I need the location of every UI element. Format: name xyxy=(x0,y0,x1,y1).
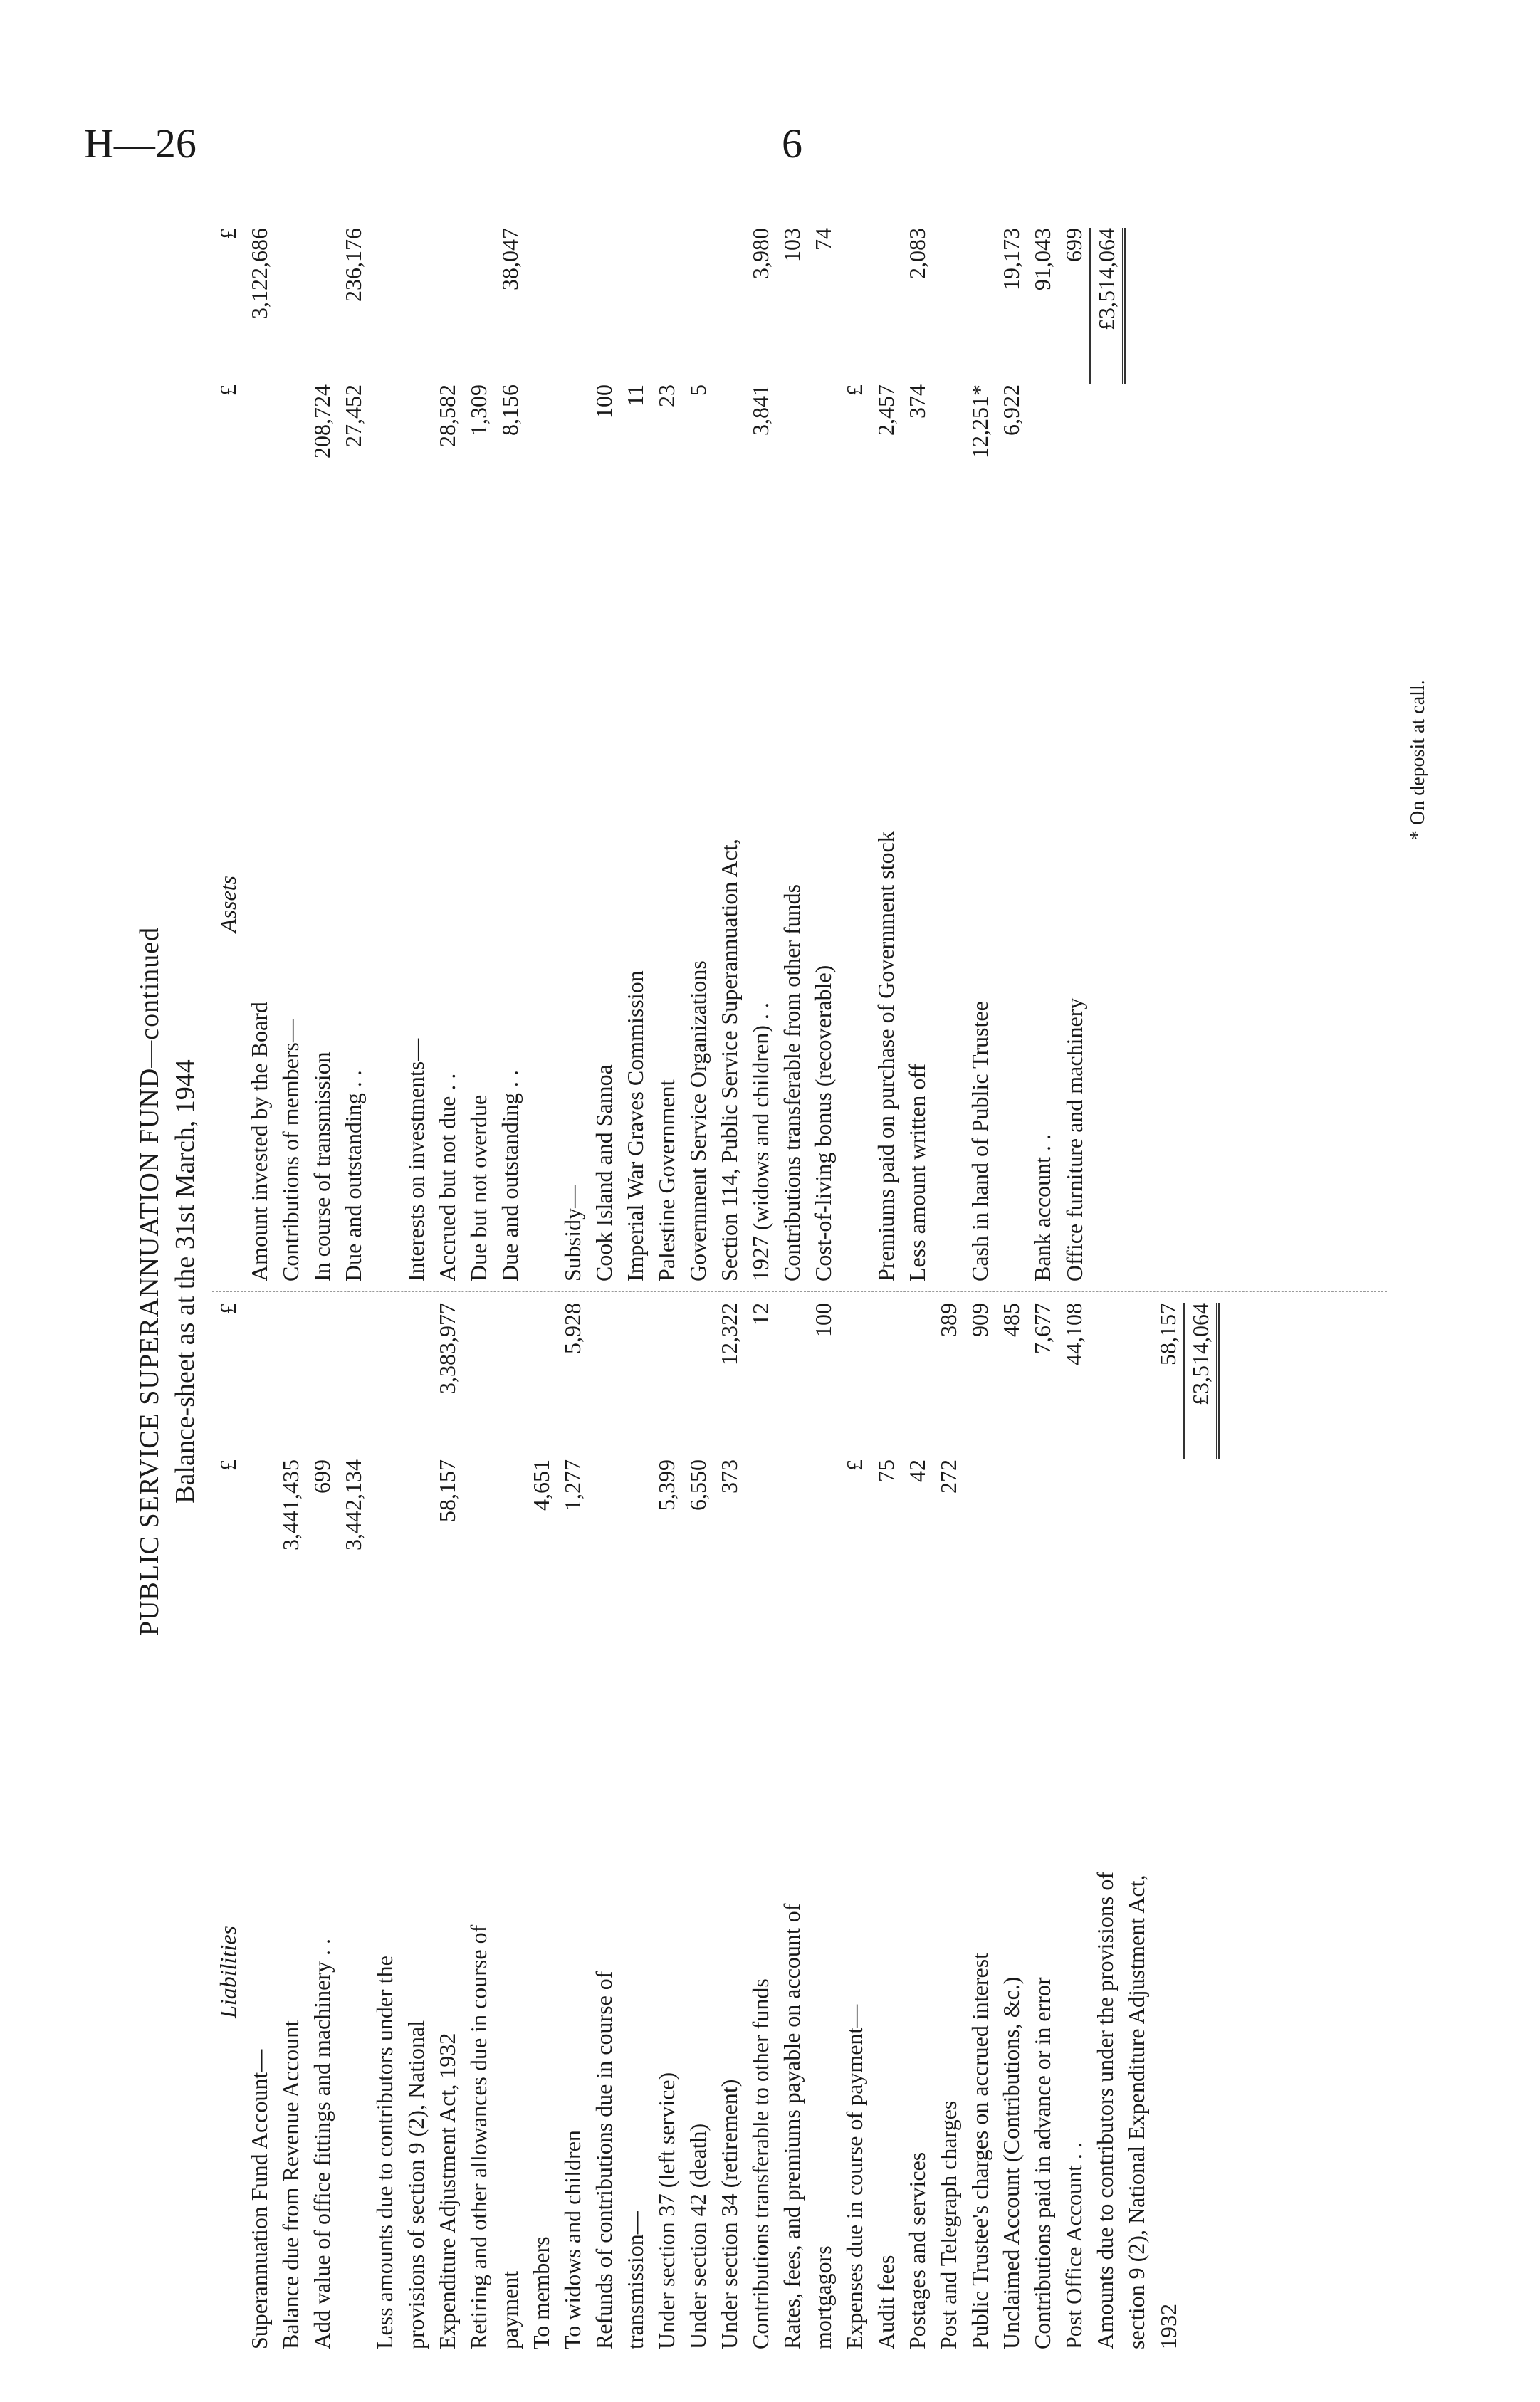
page-reference: H—26 xyxy=(84,120,197,167)
liability-row xyxy=(619,1303,651,2349)
asset-row xyxy=(275,228,306,1281)
asset-outer-amount xyxy=(682,228,713,384)
asset-outer-amount: 38,047 xyxy=(497,228,523,290)
asset-label: Premiums paid on purchase of Government stock xyxy=(873,831,899,1281)
asset-outer-amount xyxy=(619,228,651,384)
liability-outer-amount xyxy=(588,1303,619,1459)
asset-outer-amount xyxy=(400,228,431,384)
asset-outer-amount xyxy=(839,228,870,384)
asset-label: Accrued but not due . . xyxy=(434,1073,460,1281)
asset-inner-amount: 28,582 xyxy=(434,384,460,447)
liability-label: Post and Telegraph charges xyxy=(936,2100,961,2349)
pound-sign: £ xyxy=(215,228,241,239)
asset-label: Amount invested by the Board xyxy=(246,1002,272,1281)
spacer xyxy=(1090,384,1124,527)
liability-label: Post Office Account . . xyxy=(1061,2142,1086,2349)
liability-outer-amount xyxy=(682,1303,713,1459)
asset-label: Contributions transferable from other funds xyxy=(779,883,805,1281)
asset-outer-amount: 236,176 xyxy=(340,228,366,302)
liability-label: mortgagors xyxy=(810,2245,836,2349)
asset-inner-amount: 23 xyxy=(654,384,679,407)
liability-inner-amount: 373 xyxy=(716,1459,742,1494)
asset-label: 1927 (widows and children) . . xyxy=(748,1002,773,1281)
liability-label: Public Trustee's charges on accrued interest xyxy=(967,1952,992,2349)
column-divider xyxy=(212,1291,1387,1292)
asset-label: Contributions of members— xyxy=(278,1019,303,1281)
liability-outer-amount xyxy=(463,1303,494,1459)
asset-outer-amount xyxy=(713,228,745,384)
asset-label: Office furniture and machinery xyxy=(1062,997,1087,1281)
liability-label: Amounts due to contributors under the provisions of xyxy=(1092,1871,1118,2349)
liability-inner-amount: 42 xyxy=(904,1459,930,1482)
asset-row xyxy=(807,228,839,1281)
liability-inner-amount: 272 xyxy=(936,1459,961,1494)
asset-label xyxy=(525,527,557,1281)
liability-outer-amount: 7,677 xyxy=(1030,1303,1055,1354)
liability-total-row xyxy=(1184,1303,1218,2349)
asset-total-row xyxy=(1090,228,1124,1281)
liability-label: Add value of office fittings and machinery . . xyxy=(309,1938,335,2349)
liability-outer-amount: 100 xyxy=(810,1303,836,1337)
liability-row xyxy=(651,1303,682,2349)
liability-outer-amount: 44,108 xyxy=(1061,1303,1086,1365)
asset-row xyxy=(1058,228,1090,1281)
page-number: 6 xyxy=(782,120,802,167)
liability-outer-amount: 3,383,977 xyxy=(434,1303,460,1394)
asset-row xyxy=(870,228,901,1281)
asset-label: Less amount written off xyxy=(904,1063,930,1281)
asset-label: Cost-of-living bonus (recoverable) xyxy=(810,965,836,1281)
asset-row xyxy=(557,228,588,1281)
asset-inner-amount xyxy=(369,384,400,527)
liability-label: Audit fees xyxy=(873,2255,899,2349)
asset-outer-amount xyxy=(557,228,588,384)
liability-outer-amount xyxy=(337,1303,369,1459)
asset-outer-amount: 3,122,686 xyxy=(246,228,272,319)
asset-row xyxy=(369,228,400,1281)
asset-label: Interests on investments— xyxy=(403,1038,429,1281)
spacer xyxy=(1090,527,1124,1281)
pound-sign: £ xyxy=(215,1459,241,1471)
liability-outer-amount xyxy=(494,1303,525,1459)
liability-inner-amount: 3,442,134 xyxy=(340,1459,366,1551)
liability-heading: Liabilities xyxy=(215,1926,241,2018)
liability-label: Under section 37 (left service) xyxy=(654,2072,679,2349)
liability-inner-amount xyxy=(588,1459,619,1595)
asset-row xyxy=(337,228,369,1281)
liability-row xyxy=(306,1303,337,2349)
asset-label: Cash in hand of Public Trustee xyxy=(967,1001,992,1281)
asset-inner-amount xyxy=(933,384,964,527)
liability-inner-amount xyxy=(745,1459,776,1595)
liability-row xyxy=(369,1303,400,2349)
liability-label xyxy=(337,1595,369,2349)
liability-outer-amount xyxy=(306,1303,337,1459)
asset-outer-amount xyxy=(933,228,964,384)
liability-outer-amount: 485 xyxy=(998,1303,1024,1337)
asset-label: Due but not overdue xyxy=(466,1094,491,1281)
asset-inner-amount xyxy=(275,384,306,527)
liability-inner-amount: 58,157 xyxy=(434,1459,460,1522)
asset-inner-amount: 3,841 xyxy=(748,384,773,436)
asset-outer-amount xyxy=(369,228,400,384)
asset-outer-amount: 699 xyxy=(1061,228,1086,262)
liability-total: £3,514,064 xyxy=(1184,1303,1218,1459)
liability-row xyxy=(588,1303,619,2349)
asset-label xyxy=(839,527,870,1281)
asset-inner-amount: 12,251* xyxy=(967,384,992,458)
asset-row xyxy=(651,228,682,1281)
asset-row xyxy=(682,228,713,1281)
liability-row xyxy=(400,1303,431,2349)
asset-row xyxy=(463,228,494,1281)
asset-row xyxy=(839,228,870,1281)
liability-inner-amount xyxy=(1058,1459,1089,1595)
liability-inner-amount xyxy=(776,1459,807,1595)
liability-label: Refunds of contributions due in course of xyxy=(591,1971,617,2349)
asset-outer-amount: 3,980 xyxy=(748,228,773,279)
spacer xyxy=(1184,1459,1218,1595)
asset-outer-amount xyxy=(525,228,557,384)
liability-row xyxy=(964,1303,995,2349)
liability-label: Postages and services xyxy=(904,2151,930,2349)
liability-label: Balance due from Revenue Account xyxy=(278,2020,303,2349)
asset-inner-amount: 1,309 xyxy=(466,384,491,436)
liability-row xyxy=(713,1303,745,2349)
liability-row xyxy=(243,1303,275,2349)
liability-inner-amount xyxy=(995,1459,1027,1595)
asset-outer-amount xyxy=(463,228,494,384)
asset-label: Bank account . . xyxy=(1030,1133,1055,1281)
asset-label: Due and outstanding . . xyxy=(497,1070,523,1281)
asset-row xyxy=(776,228,807,1281)
asset-inner-amount: 100 xyxy=(591,384,617,419)
liability-label: To members xyxy=(528,2236,554,2349)
liability-outer-amount: 5,928 xyxy=(560,1303,585,1354)
liability-inner-amount xyxy=(400,1459,431,1595)
liability-row xyxy=(933,1303,964,2349)
liability-inner-amount: 4,651 xyxy=(528,1459,554,1511)
asset-inner-amount: 374 xyxy=(904,384,930,419)
asset-inner-amount: 27,452 xyxy=(340,384,366,447)
asset-inner-amount xyxy=(776,384,807,527)
liability-outer-amount xyxy=(619,1303,651,1459)
liability-outer-amount xyxy=(651,1303,682,1459)
asset-inner-amount xyxy=(525,384,557,527)
liability-heading-row xyxy=(212,1303,243,2349)
asset-label xyxy=(369,527,400,1281)
liability-row xyxy=(1027,1303,1058,2349)
liability-inner-amount: £ xyxy=(842,1459,867,1471)
asset-outer-amount xyxy=(651,228,682,384)
asset-row xyxy=(588,228,619,1281)
liability-outer-amount xyxy=(1089,1303,1121,1459)
asset-outer-amount: 91,043 xyxy=(1030,228,1055,290)
assets-table xyxy=(212,228,1126,1281)
asset-label: Cook Island and Samoa xyxy=(591,1064,617,1281)
liability-outer-amount xyxy=(901,1303,933,1459)
asset-outer-amount xyxy=(306,228,337,384)
liability-inner-amount xyxy=(619,1459,651,1595)
liability-row xyxy=(807,1303,839,2349)
asset-outer-amount: 2,083 xyxy=(904,228,930,279)
liability-label: Superannuation Fund Account— xyxy=(246,2049,272,2349)
asset-inner-amount: 5 xyxy=(685,384,711,396)
liability-inner-amount: 3,441,435 xyxy=(278,1459,303,1551)
liability-label: provisions of section 9 (2), National xyxy=(403,2020,429,2349)
asset-heading: Assets xyxy=(215,876,241,933)
liability-label: Under section 42 (death) xyxy=(685,2123,711,2349)
pound-sign: £ xyxy=(215,1303,241,1314)
asset-row xyxy=(400,228,431,1281)
liability-label: Less amounts due to contributors under the xyxy=(372,1956,397,2349)
pound-sign: £ xyxy=(215,384,241,396)
asset-row xyxy=(745,228,776,1281)
liability-outer-amount xyxy=(243,1303,275,1459)
liability-label: Under section 34 (retirement) xyxy=(716,2079,742,2349)
liability-outer-amount xyxy=(870,1303,901,1459)
liability-outer-amount: 12,322 xyxy=(716,1303,742,1365)
liability-outer-amount xyxy=(400,1303,431,1459)
asset-outer-amount xyxy=(431,228,463,384)
asset-inner-amount xyxy=(1058,384,1090,527)
asset-label xyxy=(933,527,964,1281)
liability-inner-amount xyxy=(463,1459,494,1595)
liability-row xyxy=(870,1303,901,2349)
asset-row xyxy=(933,228,964,1281)
liability-inner-amount xyxy=(1089,1459,1121,1595)
spacer xyxy=(1184,1595,1218,2349)
asset-outer-amount: 19,173 xyxy=(998,228,1024,290)
asset-row xyxy=(619,228,651,1281)
asset-row xyxy=(306,228,337,1281)
asset-label: Due and outstanding . . xyxy=(340,1070,366,1281)
asset-inner-amount: 2,457 xyxy=(873,384,899,436)
liability-outer-amount xyxy=(776,1303,807,1459)
liability-outer-amount: 389 xyxy=(936,1303,961,1337)
liability-inner-amount xyxy=(494,1459,525,1595)
liability-inner-amount xyxy=(369,1459,400,1595)
liability-label: Retiring and other allowances due in course of xyxy=(466,1924,491,2349)
liability-label: Contributions paid in advance or in error xyxy=(1030,1977,1055,2349)
asset-inner-amount xyxy=(713,384,745,527)
liability-row xyxy=(995,1303,1027,2349)
asset-row xyxy=(964,228,995,1281)
asset-inner-amount xyxy=(1027,384,1058,527)
liability-outer-amount: 909 xyxy=(967,1303,992,1337)
liabilities-table xyxy=(212,1303,1220,2349)
balance-sheet xyxy=(128,214,1481,2349)
liability-inner-amount: 6,550 xyxy=(685,1459,711,1511)
liability-row xyxy=(431,1303,463,2349)
document-subtitle: Balance-sheet as at the 31st March, 1944 xyxy=(170,1059,200,1504)
asset-inner-amount: £ xyxy=(842,384,867,396)
liability-label: 1932 xyxy=(1156,2304,1181,2349)
asset-row xyxy=(431,228,463,1281)
liability-inner-amount xyxy=(1121,1459,1152,1595)
liability-label: Rates, fees, and premiums payable on account of xyxy=(779,1903,805,2349)
asset-row xyxy=(901,228,933,1281)
liability-row xyxy=(1058,1303,1089,2349)
liability-outer-amount xyxy=(369,1303,400,1459)
asset-inner-amount xyxy=(557,384,588,527)
liability-label: To widows and children xyxy=(560,2130,585,2349)
document-title: PUBLIC SERVICE SUPERANNUATION FUND—continued xyxy=(135,926,164,1637)
asset-inner-amount: 208,724 xyxy=(309,384,335,458)
asset-outer-amount: 74 xyxy=(810,228,836,251)
liability-row xyxy=(557,1303,588,2349)
asset-label: Imperial War Graves Commission xyxy=(622,970,648,1281)
asset-row xyxy=(713,228,745,1281)
liability-row xyxy=(901,1303,933,2349)
liability-inner-amount xyxy=(1027,1459,1058,1595)
asset-inner-amount xyxy=(807,384,839,527)
liability-inner-amount: 1,277 xyxy=(560,1459,585,1511)
liability-outer-amount xyxy=(525,1303,557,1459)
liability-row xyxy=(525,1303,557,2349)
liability-inner-amount xyxy=(243,1459,275,1595)
liability-row xyxy=(839,1303,870,2349)
liability-row xyxy=(275,1303,306,2349)
liability-label: transmission— xyxy=(622,2211,648,2349)
liability-outer-amount xyxy=(275,1303,306,1459)
asset-row xyxy=(494,228,525,1281)
asset-inner-amount: 11 xyxy=(622,384,648,407)
liability-outer-amount xyxy=(839,1303,870,1459)
asset-row xyxy=(525,228,557,1281)
asset-outer-amount xyxy=(964,228,995,384)
asset-total: £3,514,064 xyxy=(1090,228,1124,384)
asset-inner-amount xyxy=(400,384,431,527)
liability-inner-amount: 5,399 xyxy=(654,1459,679,1511)
liability-row xyxy=(1089,1303,1121,2349)
asset-label: Government Service Organizations xyxy=(685,960,711,1281)
asset-row xyxy=(995,228,1027,1281)
asset-label: Palestine Government xyxy=(654,1079,679,1281)
liability-row xyxy=(494,1303,525,2349)
asset-outer-amount: 103 xyxy=(779,228,805,262)
footnote: * On deposit at call. xyxy=(1407,680,1429,840)
liability-row xyxy=(337,1303,369,2349)
liability-inner-amount xyxy=(1152,1459,1184,1595)
asset-inner-amount: 6,922 xyxy=(998,384,1024,436)
liability-label: Expenditure Adjustment Act, 1932 xyxy=(434,2033,460,2349)
liability-label: payment xyxy=(497,2270,523,2349)
liability-row xyxy=(776,1303,807,2349)
asset-inner-amount: 8,156 xyxy=(497,384,523,436)
liability-inner-amount xyxy=(807,1459,839,1595)
liability-label: Expenses due in course of payment— xyxy=(842,2004,867,2349)
liability-inner-amount xyxy=(964,1459,995,1595)
liability-label: section 9 (2), National Expenditure Adjustment Act, xyxy=(1123,1874,1149,2349)
asset-outer-amount xyxy=(870,228,901,384)
asset-row xyxy=(1027,228,1058,1281)
asset-outer-amount xyxy=(588,228,619,384)
liability-inner-amount: 75 xyxy=(873,1459,899,1482)
asset-heading-row xyxy=(212,228,243,1281)
liability-row xyxy=(745,1303,776,2349)
asset-label: Section 114, Public Service Superannuation Act, xyxy=(716,839,742,1281)
asset-label xyxy=(995,527,1027,1281)
liability-outer-amount xyxy=(1121,1303,1152,1459)
liability-label: Contributions transferable to other funds xyxy=(748,1978,773,2349)
liability-row xyxy=(1121,1303,1152,2349)
liability-outer-amount: 58,157 xyxy=(1155,1303,1180,1365)
asset-inner-amount xyxy=(243,384,275,527)
liability-row xyxy=(1152,1303,1184,2349)
asset-label: In course of transmission xyxy=(309,1051,335,1281)
liability-row xyxy=(682,1303,713,2349)
asset-label: Subsidy— xyxy=(560,1185,585,1281)
liability-inner-amount: 699 xyxy=(309,1459,335,1494)
liability-outer-amount: 12 xyxy=(748,1303,773,1326)
liability-row xyxy=(463,1303,494,2349)
liability-label: Unclaimed Account (Contributions, &c.) xyxy=(998,1976,1024,2349)
asset-row xyxy=(243,228,275,1281)
asset-outer-amount xyxy=(275,228,306,384)
